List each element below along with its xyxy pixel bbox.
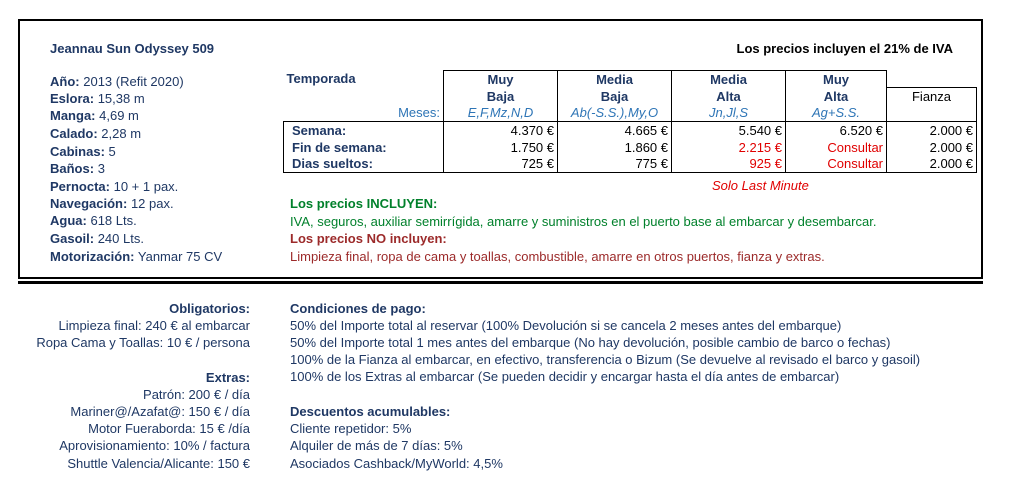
- rate-cell: 1.750 €: [444, 139, 558, 156]
- season-line1: Muy: [786, 71, 887, 88]
- season-line2: Alta: [672, 88, 786, 105]
- discount-item: Alquiler de más de 7 días: 5%: [290, 438, 463, 453]
- spec-row: Agua: 618 Lts.: [50, 213, 137, 228]
- payment-item: 50% del Importe total 1 mes antes del embarque (No hay devolución, posible cambio de barco o fechas): [290, 335, 891, 350]
- season-line1: Media: [558, 71, 672, 88]
- season-months: Jn,Jl,S: [672, 105, 786, 122]
- deposit-cell: 2.000 €: [887, 139, 977, 156]
- season-line2: Baja: [558, 88, 672, 105]
- includes-title: Los precios INCLUYEN:: [290, 196, 438, 211]
- months-label: Meses:: [398, 105, 440, 121]
- discount-item: Asociados Cashback/MyWorld: 4,5%: [290, 456, 503, 471]
- rate-cell: 775 €: [558, 156, 672, 173]
- extras-item: Mariner@/Azafat@: 150 € / día: [70, 404, 250, 419]
- spec-row: Motorización: Yanmar 75 CV: [50, 249, 223, 264]
- rate-cell: 4.370 €: [444, 122, 558, 139]
- rate-row-label: Fin de semana:: [284, 139, 444, 156]
- spec-row: Eslora: 15,38 m: [50, 91, 145, 106]
- rate-cell: 725 €: [444, 156, 558, 173]
- payment-title: Condiciones de pago:: [290, 301, 426, 316]
- vat-note: Los precios incluyen el 21% de IVA: [736, 41, 953, 56]
- season-months: Ab(-S.S.),My,O: [558, 105, 672, 122]
- spec-row: Pernocta: 10 + 1 pax.: [50, 179, 179, 194]
- rate-cell: Consultar: [786, 139, 887, 156]
- last-minute-note: Solo Last Minute: [712, 178, 809, 193]
- rate-cell: 6.520 €: [786, 122, 887, 139]
- rate-cell: 5.540 €: [672, 122, 786, 139]
- rate-cell: Consultar: [786, 156, 887, 173]
- season-months: E,F,Mz,N,D: [444, 105, 558, 122]
- includes-text: IVA, seguros, auxiliar semirrígida, amarre y suministros en el puerto base al embarcar y desembarcar.: [290, 214, 877, 229]
- spec-row: Baños: 3: [50, 161, 105, 176]
- discount-item: Cliente repetidor: 5%: [290, 421, 412, 436]
- payment-item: 100% de la Fianza al embarcar, en efectivo, transferencia o Bizum (Se devuelve al revisado el barco y gasoil): [290, 352, 921, 367]
- spec-row: Gasoil: 240 Lts.: [50, 231, 144, 246]
- spec-row: Manga: 4,69 m: [50, 108, 139, 123]
- discounts-title: Descuentos acumulables:: [290, 404, 451, 419]
- spec-row: Año: 2013 (Refit 2020): [50, 74, 184, 89]
- rates-table: [283, 70, 977, 173]
- boat-name: Jeannau Sun Odyssey 509: [50, 41, 215, 56]
- rate-row-label: Semana:: [284, 122, 444, 139]
- payment-item: 50% del Importe total al reservar (100% Devolución si se cancela 2 meses antes del embarque): [290, 318, 842, 333]
- season-line2: Alta: [786, 88, 887, 105]
- season-label: Temporada: [286, 70, 356, 86]
- rate-cell: 925 €: [672, 156, 786, 173]
- extras-title: Extras:: [205, 370, 250, 385]
- mandatory-title: Obligatorios:: [169, 301, 250, 316]
- season-line1: Muy: [444, 71, 558, 88]
- rate-cell: 2.215 €: [672, 139, 786, 156]
- mandatory-item: Ropa Cama y Toallas: 10 € / persona: [36, 335, 250, 350]
- deposit-cell: 2.000 €: [887, 122, 977, 139]
- rate-cell: 1.860 €: [558, 139, 672, 156]
- spec-row: Cabinas: 5: [50, 144, 116, 159]
- spec-row: Calado: 2,28 m: [50, 126, 142, 141]
- deposit-cell: 2.000 €: [887, 156, 977, 173]
- deposit-label: Fianza: [887, 88, 977, 105]
- payment-item: 100% de los Extras al embarcar (Se pueden decidir y encargar hasta el día antes de embarcar): [290, 369, 840, 384]
- extras-item: Patrón: 200 € / día: [143, 387, 250, 402]
- section-divider: [18, 281, 983, 284]
- season-line2: Baja: [444, 88, 558, 105]
- spec-row: Navegación: 12 pax.: [50, 196, 174, 211]
- not-includes-title: Los precios NO incluyen:: [290, 231, 447, 246]
- extras-item: Aprovisionamiento: 10% / factura: [59, 438, 250, 453]
- season-line1: Media: [672, 71, 786, 88]
- not-includes-text: Limpieza final, ropa de cama y toallas, combustible, amarre en otros puertos, fianza y extras.: [290, 249, 825, 264]
- extras-item: Motor Fueraborda: 15 € /día: [88, 421, 250, 436]
- season-months: Ag+S.S.: [786, 105, 887, 122]
- mandatory-item: Limpieza final: 240 € al embarcar: [58, 318, 250, 333]
- rate-row-label: Dias sueltos:: [284, 156, 444, 173]
- rate-cell: 4.665 €: [558, 122, 672, 139]
- extras-item: Shuttle Valencia/Alicante: 150 €: [67, 456, 250, 471]
